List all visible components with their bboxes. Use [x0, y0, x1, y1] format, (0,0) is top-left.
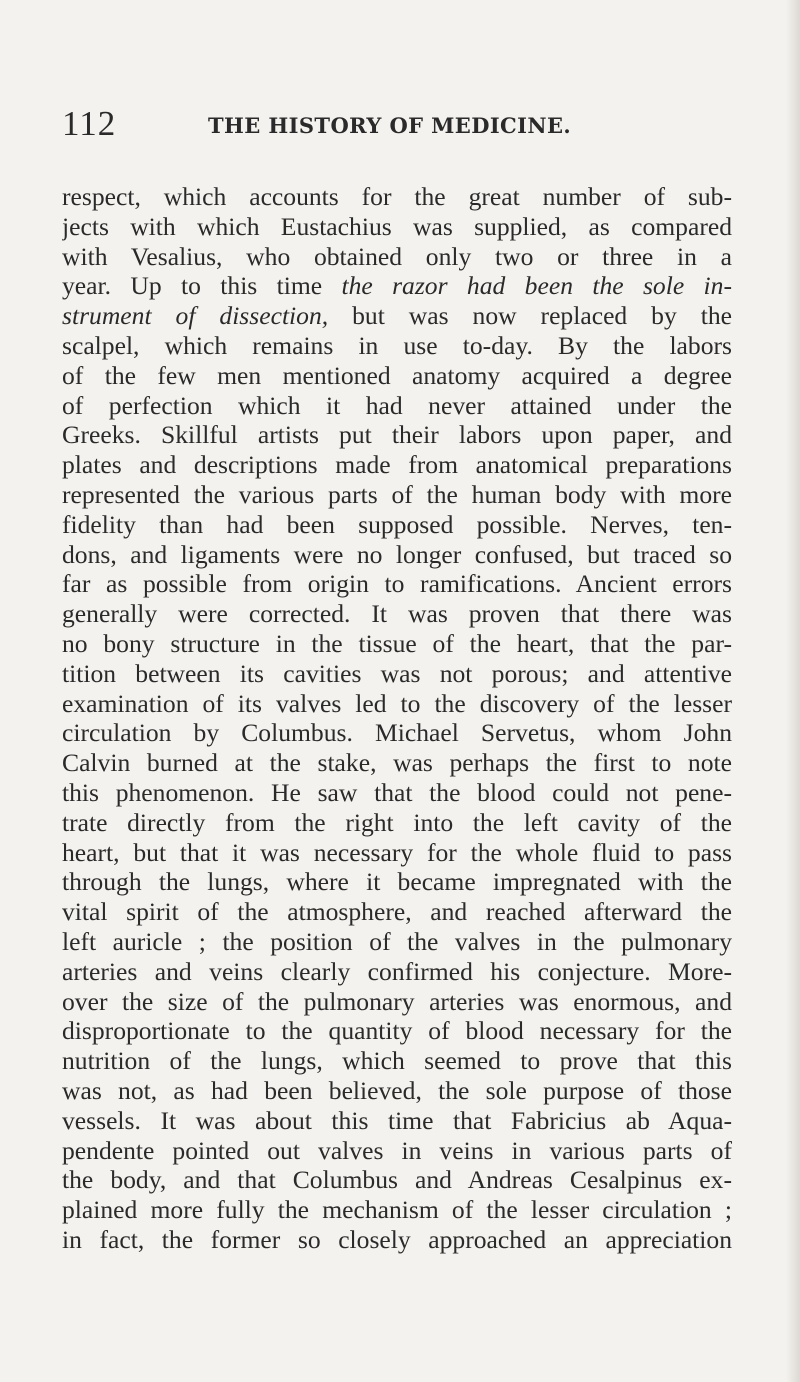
text-line: [62, 212, 732, 242]
text-line: [62, 659, 732, 689]
text-line: [62, 182, 732, 212]
text-run: plates and descriptions made from anatomical preparations: [62, 450, 732, 480]
text-run: over the size of the pulmonary arteries was enormous, and: [62, 986, 732, 1016]
page-edge-shadow: [786, 0, 800, 1382]
text-line: [62, 569, 732, 599]
text-run: vital spirit of the atmosphere, and reached afterward the: [62, 897, 732, 927]
text-line: [62, 1016, 732, 1046]
text-run: fidelity than had been supposed possible. Nerves, ten-: [62, 509, 732, 539]
text-run: the body, and that Columbus and Andreas Cesalpinus ex-: [62, 1165, 732, 1195]
text-run: scalpel, which remains in use to-day. By the labors: [62, 330, 732, 360]
text-line: [62, 242, 732, 272]
text-run: Calvin burned at the stake, was perhaps the first to note: [62, 748, 732, 778]
text-line: [62, 1225, 732, 1255]
text-line: [62, 1136, 732, 1166]
text-line: [62, 748, 732, 778]
text-line: [62, 867, 732, 897]
text-run: in fact, the former so closely approached an appreciation: [62, 1224, 732, 1254]
text-line: [62, 1195, 732, 1225]
text-run: through the lungs, where it became impregnated with the: [62, 867, 732, 897]
text-line: [62, 540, 732, 570]
text-run: but was now replaced by the: [328, 301, 732, 331]
text-run: dons, and ligaments were no longer confused, but traced so: [62, 539, 732, 569]
text-line: [62, 778, 732, 808]
italic-phrase: strument of dissection,: [62, 301, 329, 331]
text-run: nutrition of the lungs, which seemed to prove that this: [62, 1046, 732, 1076]
text-run: no bony structure in the tissue of the heart, that the par-: [62, 628, 732, 658]
text-run: arteries and veins clearly confirmed his conjecture. More-: [62, 956, 732, 986]
text-run: plained more fully the mechanism of the lesser circulation ;: [62, 1195, 732, 1225]
text-run: Greeks. Skillful artists put their labors upon paper, and: [62, 420, 732, 450]
body-text: [62, 182, 732, 1255]
text-run: examination of its valves led to the discovery of the lesser: [62, 688, 732, 718]
text-line: [62, 1076, 732, 1106]
page-number: 112: [62, 104, 117, 143]
text-run: disproportionate to the quantity of blood necessary for the: [62, 1016, 732, 1046]
text-line: [62, 420, 732, 450]
text-line: [62, 838, 732, 868]
text-run: of perfection which it had never attained under the: [62, 390, 732, 420]
text-line: [62, 808, 732, 838]
text-run: of the few men mentioned anatomy acquired a degree: [62, 360, 732, 390]
text-run: with Vesalius, who obtained only two or three in a: [62, 241, 732, 271]
text-line: [62, 1046, 732, 1076]
text-line: [62, 331, 732, 361]
text-line: [62, 718, 732, 748]
text-line: [62, 301, 732, 331]
text-line: [62, 1165, 732, 1195]
text-line: [62, 689, 732, 719]
text-run: circulation by Columbus. Michael Servetus, whom John: [62, 718, 732, 748]
page-header: [62, 104, 742, 144]
text-run: this phenomenon. He saw that the blood could not pene-: [62, 777, 732, 807]
text-run: tition between its cavities was not porous; and attentive: [62, 658, 732, 688]
text-run: far as possible from origin to ramifications. Ancient errors: [62, 569, 732, 599]
text-run: year. Up to this time: [62, 271, 342, 301]
text-line: [62, 927, 732, 957]
italic-phrase: the razor had been the sole in-: [341, 271, 732, 301]
text-line: [62, 450, 732, 480]
text-run: left auricle ; the position of the valves in the pulmonary: [62, 926, 732, 956]
text-line: [62, 599, 732, 629]
text-run: respect, which accounts for the great number of sub-: [62, 182, 732, 211]
text-line: [62, 510, 732, 540]
text-run: jects with which Eustachius was supplied, as compared: [62, 211, 732, 241]
text-line: [62, 480, 732, 510]
text-line: [62, 391, 732, 421]
text-run: was not, as had been believed, the sole purpose of those: [62, 1075, 732, 1105]
text-run: generally were corrected. It was proven that there was: [62, 599, 732, 629]
running-head: THE HISTORY OF MEDICINE.: [208, 113, 572, 138]
text-line: [62, 271, 732, 301]
text-line: [62, 1106, 732, 1136]
text-line: [62, 987, 732, 1017]
text-line: [62, 629, 732, 659]
text-run: heart, but that it was necessary for the whole fluid to pass: [62, 837, 732, 867]
text-line: [62, 361, 732, 391]
text-line: [62, 897, 732, 927]
text-run: vessels. It was about this time that Fabricius ab Aqua-: [62, 1105, 732, 1135]
text-run: trate directly from the right into the left cavity of the: [62, 807, 732, 837]
text-run: pendente pointed out valves in veins in various parts of: [62, 1135, 732, 1165]
text-line: [62, 957, 732, 987]
text-run: represented the various parts of the human body with more: [62, 479, 732, 509]
